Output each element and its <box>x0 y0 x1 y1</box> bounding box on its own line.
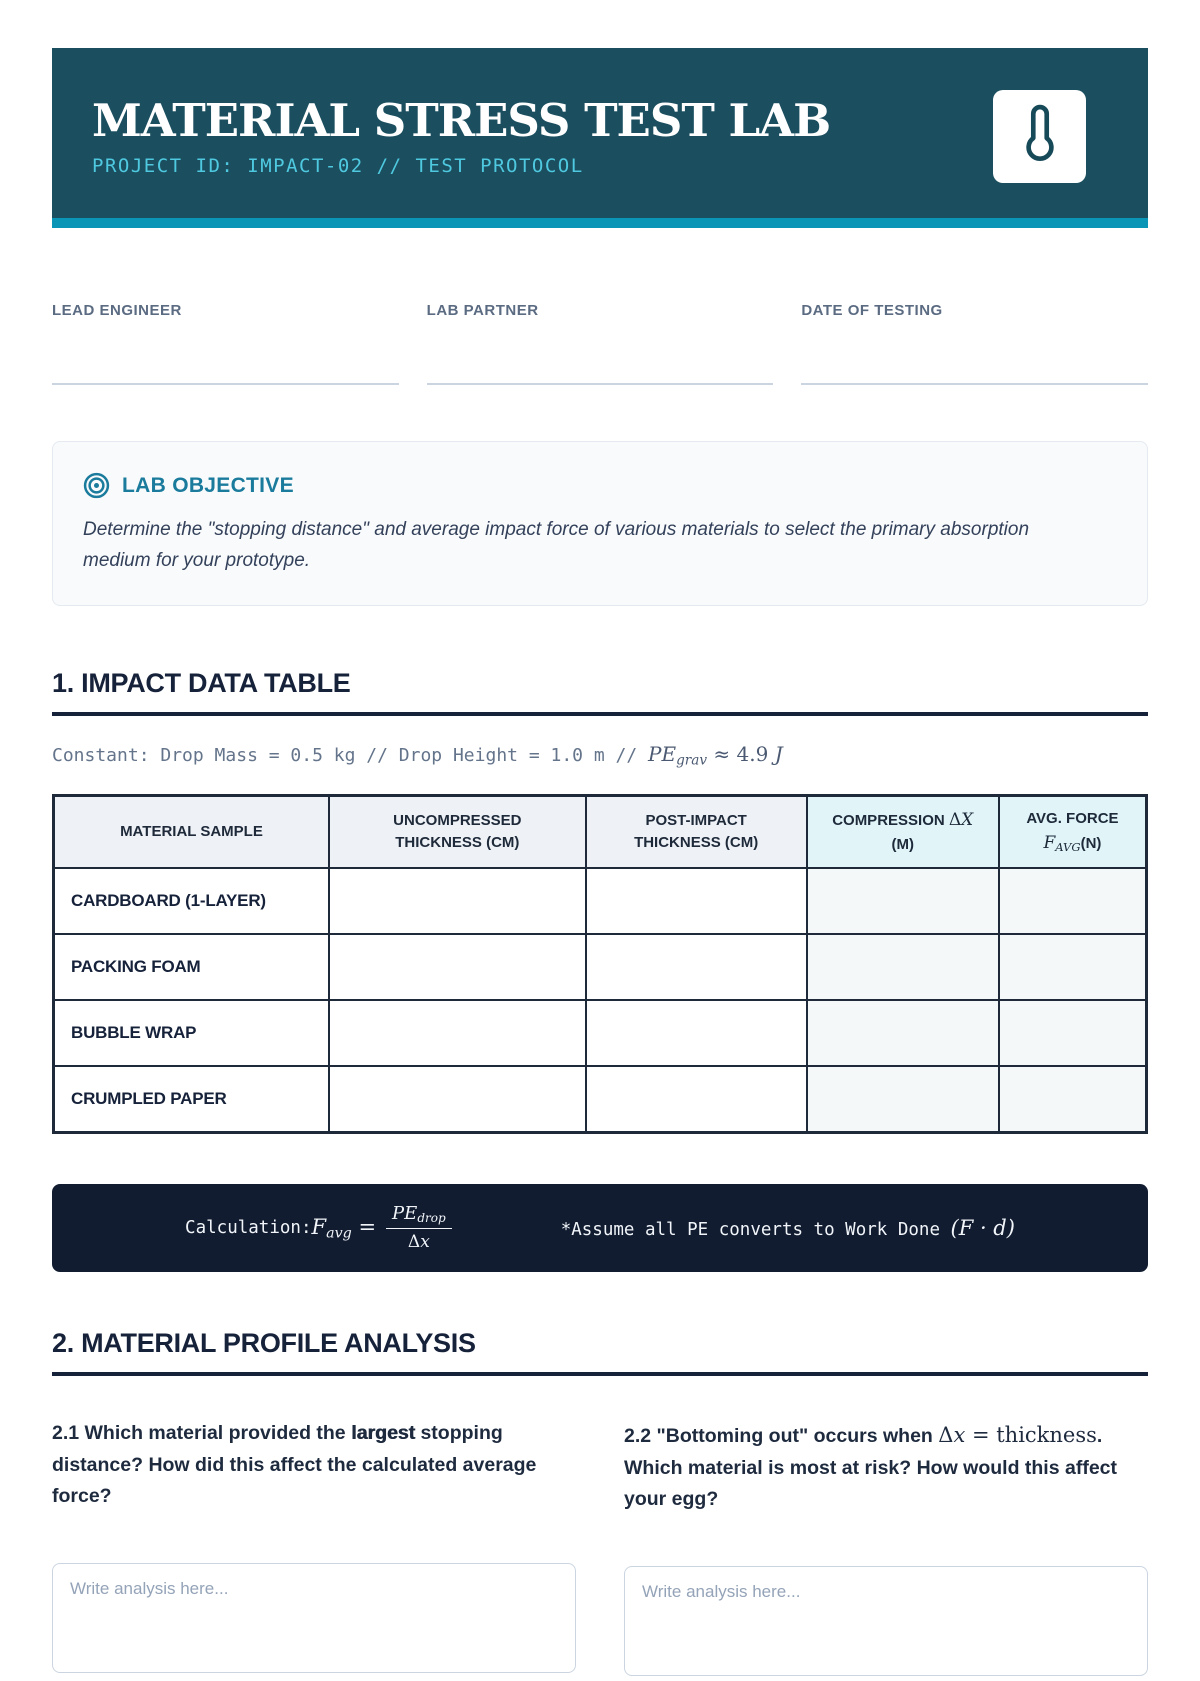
analysis-questions <box>52 1418 1148 1681</box>
lab-objective-header <box>83 472 1117 499</box>
page-title: MATERIAL STRESS TEST LAB <box>92 94 831 147</box>
data-cell[interactable] <box>329 934 586 1000</box>
page <box>0 48 1200 1681</box>
section-2-title: 2. MATERIAL PROFILE ANALYSIS <box>52 1328 1148 1376</box>
data-cell[interactable] <box>586 1066 807 1132</box>
calculation-note: *Assume all PE converts to Work Done (F · d) <box>560 1215 1015 1240</box>
impact-data-table <box>52 794 1148 1134</box>
row-label-cardboard: CARDBOARD (1-LAYER) <box>54 868 329 934</box>
fraction-pe-over-dx: $\frac{\text{PEdrop}}{\Delta x}$ <box>386 1203 452 1252</box>
project-id-subtitle: PROJECT ID: IMPACT-02 // TEST PROTOCOL <box>92 155 584 177</box>
lab-partner-write-line[interactable] <box>427 319 774 385</box>
field-lead-engineer <box>52 302 399 385</box>
col-header-compression: COMPRESSION ΔX (M) <box>807 795 999 868</box>
row-label-packing-foam: PACKING FOAM <box>54 934 329 1000</box>
table-row <box>54 868 1147 934</box>
data-cell[interactable] <box>807 1000 999 1066</box>
table-header-row <box>54 795 1147 868</box>
header-icon-box <box>993 90 1086 183</box>
calculation-formula: Calculation: Favg = $\frac{\text{PEdrop}}{\Delta x}$ <box>185 1203 452 1252</box>
constants-mono: Constant: Drop Mass = 0.5 kg // Drop Height = 1.0 m // <box>52 744 649 766</box>
data-cell[interactable] <box>999 868 1147 934</box>
target-icon <box>83 472 110 499</box>
data-cell[interactable] <box>807 1066 999 1132</box>
table-row <box>54 1000 1147 1066</box>
section-1-title: 1. IMPACT DATA TABLE <box>52 668 1148 716</box>
thermometer-icon <box>1018 104 1062 169</box>
table-row <box>54 1066 1147 1132</box>
answer-input-2-1[interactable] <box>52 1563 576 1673</box>
question-2-2: 2.2 "Bottoming out" occurs when Δx = thickness. Which material is most at risk? How would this affect your egg? <box>624 1422 1118 1511</box>
lead-engineer-write-line[interactable] <box>52 319 399 385</box>
question-2-2-block <box>624 1418 1148 1681</box>
question-2-1-block <box>52 1418 576 1681</box>
data-cell[interactable] <box>329 1066 586 1132</box>
data-cell[interactable] <box>999 934 1147 1000</box>
table-row <box>54 934 1147 1000</box>
pe-grav-math: PEgrav ≈ 4.9 J <box>648 741 783 768</box>
field-date-of-testing <box>801 302 1148 385</box>
col-header-uncompressed: UNCOMPRESSED THICKNESS (CM) <box>329 795 586 868</box>
data-cell[interactable] <box>586 1000 807 1066</box>
lab-objective-card <box>52 441 1148 606</box>
header-banner <box>52 48 1148 218</box>
header-accent-stripe <box>52 218 1148 228</box>
data-cell[interactable] <box>329 1000 586 1066</box>
signoff-fields <box>52 302 1148 385</box>
data-cell[interactable] <box>807 868 999 934</box>
calculation-bar <box>52 1184 1148 1272</box>
constants-line <box>52 742 1148 768</box>
lab-objective-text: Determine the "stopping distance" and average impact force of various materials to select the primary absorption medium for your prototype. <box>83 519 1030 571</box>
answer-input-2-2[interactable] <box>624 1566 1148 1676</box>
field-label: LAB PARTNER <box>426 302 539 319</box>
field-lab-partner <box>427 302 774 385</box>
data-cell[interactable] <box>329 868 586 934</box>
col-header-avg-force: AVG. FORCE FAVG(N) <box>999 795 1147 868</box>
lab-objective-title: LAB OBJECTIVE <box>122 473 294 497</box>
date-of-testing-write-line[interactable] <box>801 319 1148 385</box>
col-header-post-impact: POST-IMPACT THICKNESS (CM) <box>586 795 807 868</box>
data-cell[interactable] <box>586 934 807 1000</box>
row-label-crumpled-paper: CRUMPLED PAPER <box>54 1066 329 1132</box>
question-2-1: 2.1 Which material provided the largest stopping distance? How did this affect the calculated average force? <box>52 1421 537 1508</box>
data-cell[interactable] <box>807 934 999 1000</box>
row-label-bubble-wrap: BUBBLE WRAP <box>54 1000 329 1066</box>
data-cell[interactable] <box>586 868 807 934</box>
data-cell[interactable] <box>999 1066 1147 1132</box>
col-header-material-sample: MATERIAL SAMPLE <box>54 795 329 868</box>
field-label: DATE OF TESTING <box>801 302 943 319</box>
data-cell[interactable] <box>999 1000 1147 1066</box>
field-label: LEAD ENGINEER <box>52 302 182 319</box>
